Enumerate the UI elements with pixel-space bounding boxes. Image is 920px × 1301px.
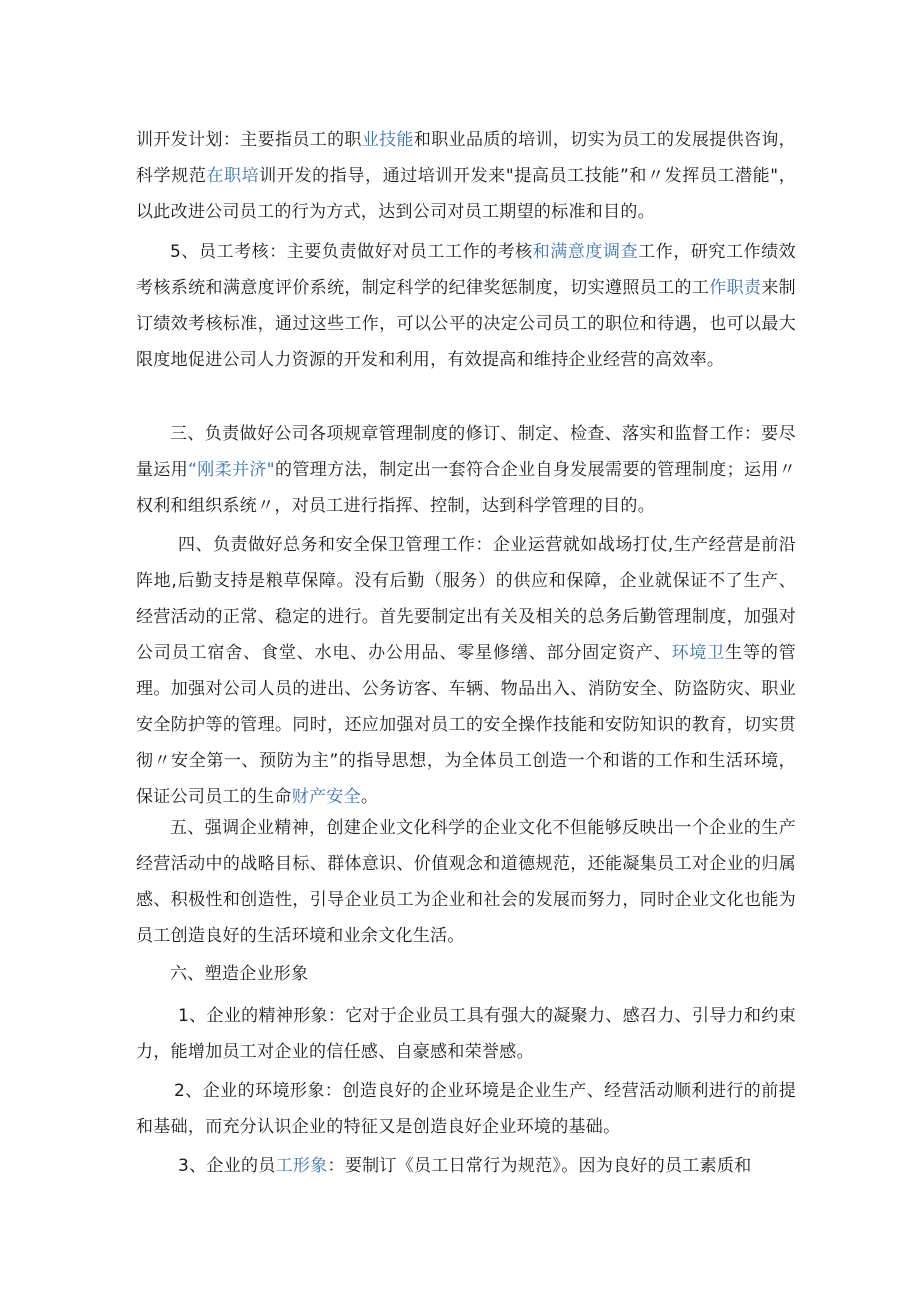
paragraph-general-affairs-security [136,527,796,815]
paragraph-employee-assessment [136,234,796,378]
link-firm-and-flexible[interactable]: “刚柔并济" [188,460,275,480]
text-segment: 训开发计划：主要指员工的职 [136,130,362,150]
text-segment: 训开发的指导，通过培训开发来"提高员工技能”和〃发挥员工潜能"，以此改进公司员工的行为方式，达到公司对员工期望的标准和目的。 [136,166,797,222]
text-segment: 3、企业的员 [178,1156,276,1176]
link-on-job-training[interactable]: 在职培 [206,166,260,186]
text-segment: 生等的管理。加强对公司人员的进出、公务访客、车辆、物品出入、消防安全、防盗防灾、职业安全防护等的管理。同时，还应加强对员工的安全操作技能和安防知识的教育，切实贯彻〃安全第一、预防为主”的指导思想，为全体员工创造一个和谐的工作和生活环境，保证公司员工的生命 [136,643,796,807]
text-segment: 六、塑造企业形象 [170,964,309,984]
paragraph-spirit-image [136,998,796,1070]
link-property-safety[interactable]: 财产安全 [291,787,361,807]
heading-enterprise-image [136,956,796,992]
text-segment: 1、企业的精神形象：它对于企业员工具有强大的凝聚力、感召力、引导力和约束力，能增加员工对企业的信任感、自豪感和荣誉感。 [136,1006,796,1062]
text-segment: 。 [360,787,379,807]
link-employee-image[interactable]: 工形象 [275,1156,328,1176]
text-segment: 五、强调企业精神，创建企业文化科学的企业文化不但能够反映出一个企业的生产经营活动中的战略目标、群体意识、价值观念和道德规范，还能凝集员工对企业的归属感、积极性和创造性，引导企业员工为企业和社会的发展而努力，同时企业文化也能为员工创造良好的生活环境和业余文化生活。 [136,818,796,946]
paragraph-environment-image [136,1073,796,1145]
text-segment: ：要制订《员工日常行为规范》。因为良好的员工素质和 [327,1156,752,1176]
paragraph-employee-image [136,1148,796,1184]
link-job-duties[interactable]: 作职责 [709,278,762,298]
text-segment: 5、员工考核：主要负责做好对员工工作的考核 [170,242,533,262]
text-segment: 三、负责做好公司各项规章管理制度的修订、制定、检查、落实和监督工作：要尽量运用 [136,424,796,480]
text-segment: 的管理方法，制定出一套符合企业自身发展需要的管理制度；运用〃权利和组织系统〃，对员工进行指挥、控制，达到科学管理的目的。 [136,460,797,516]
link-vocational-skills[interactable]: 业技能 [361,130,414,150]
paragraph-training-plan [136,122,796,230]
link-satisfaction-survey[interactable]: 和满意度调查 [532,242,639,262]
paragraph-rules-management [136,416,796,524]
text-segment: 和职业品质的培训，切实为员工的发展提供咨询，科学规范 [136,130,796,186]
text-segment: 2、企业的环境形象：创造良好的企业环境是企业生产、经营活动顺利进行的前提和基础，而充分认识企业的特征又是创造良好企业环境的基础。 [136,1081,796,1137]
text-segment: 四、负责做好总务和安全保卫管理工作：企业运营就如战场打仗,生产经营是前沿阵地,后勤支持是粮草保障。没有后勤（服务）的供应和保障，企业就保证不了生产、经营活动的正常、稳定的进行。首先要制定出有关及相关的总务后勤管理制度，加强对公司员工宿舍、食堂、水电、办公用品、零星修缮、部分固定资产、 [136,535,796,663]
paragraph-enterprise-spirit [136,810,796,954]
link-environment-sanitation[interactable]: 环境卫 [671,643,726,663]
text-segment: 工作，研究工作绩效考核系统和满意度评价系统，制定科学的纪律奖惩制度，切实遵照员工的工 [136,242,796,298]
text-segment: 来制订绩效考核标准，通过这些工作，可以公平的决定公司员工的职位和待遇，也可以最大限度地促进公司人力资源的开发和利用，有效提高和维持企业经营的高效率。 [136,278,796,370]
